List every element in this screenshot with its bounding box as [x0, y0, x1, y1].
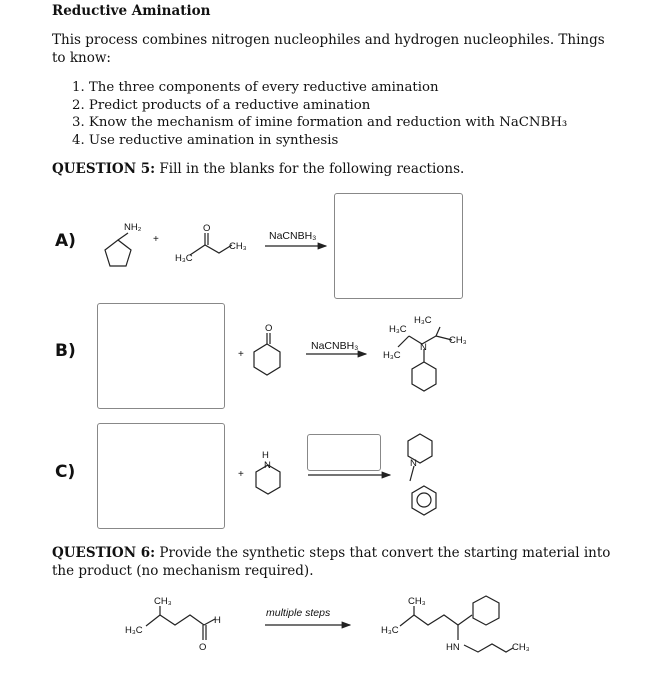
atom-ch3-q6-product: CH₃ — [408, 596, 426, 607]
atom-n-c-product: N — [410, 458, 417, 469]
question-6-text: Provide the synthetic steps that convert the starting material into the product (no mechanism required). — [52, 545, 611, 579]
atom-hn-q6: HN — [446, 642, 460, 653]
atom-h3c-q6-start: H₃C — [125, 625, 143, 636]
part-b-label: B) — [55, 341, 76, 361]
plus-b: + — [238, 349, 244, 360]
cyclopentane-ring — [105, 240, 131, 266]
intro-paragraph: This process combines nitrogen nucleophiles and hydrogen nucleophiles. Things to know: — [52, 32, 605, 66]
atom-h3c-b1: H₃C — [389, 324, 407, 335]
atom-h3c-b3: H₃C — [383, 350, 401, 361]
atom-n-b: N — [420, 342, 427, 353]
atom-ch3-a: CH₃ — [229, 241, 247, 252]
atom-ch3-q6-start: CH₃ — [154, 596, 172, 607]
atom-h3c-b2: H₃C — [414, 315, 432, 326]
atom-h3c-q6-product: H₃C — [381, 625, 399, 636]
list-item: 2. Predict products of a reductive amination — [72, 97, 371, 113]
question-5-label: QUESTION 5: — [52, 161, 156, 177]
atom-n-c: N — [264, 460, 271, 471]
question-5-text: Fill in the blanks for the following reactions. — [155, 161, 465, 177]
product-chain — [400, 615, 458, 626]
benzene-ring — [412, 486, 436, 515]
butanone-chain — [190, 245, 232, 255]
reagent-b: NaCNBH₃ — [311, 340, 359, 352]
page-title: Reductive Amination — [52, 3, 211, 19]
plus-c: + — [238, 469, 244, 480]
atom-ch3-b: CH₃ — [449, 335, 467, 346]
atom-h-q6: H — [214, 615, 221, 626]
atom-o-b: O — [265, 323, 273, 334]
product-amine-chain — [464, 644, 513, 652]
plus-a: + — [153, 234, 159, 245]
cyclohexyl-ring — [412, 362, 436, 391]
list-item: 1. The three components of every reductive amination — [72, 80, 439, 95]
list-item: 4. Use reductive amination in synthesis — [72, 132, 339, 148]
cyclohexanone-ring — [254, 344, 280, 375]
atom-o-a: O — [203, 223, 211, 234]
atom-h3c-a: H₃C — [175, 253, 193, 264]
starting-material-chain — [146, 615, 204, 626]
atom-o-q6: O — [199, 642, 207, 653]
multiple-steps-label: multiple steps — [266, 607, 331, 619]
reagent-a: NaCNBH₃ — [269, 230, 317, 242]
question-6-label: QUESTION 6: — [52, 545, 156, 561]
part-a-label: A) — [55, 231, 76, 251]
list-item: 3. Know the mechanism of imine formation and reduction with NaCNBH₃ — [72, 115, 568, 130]
atom-ch3-q6-end: CH₃ — [512, 642, 530, 653]
part-c-label: C) — [55, 462, 76, 482]
atom-nh2: NH₂ — [124, 222, 142, 233]
atom-h-c: H — [262, 450, 269, 461]
product-cyclohexane-ring — [473, 596, 499, 625]
question-6 — [52, 544, 612, 580]
